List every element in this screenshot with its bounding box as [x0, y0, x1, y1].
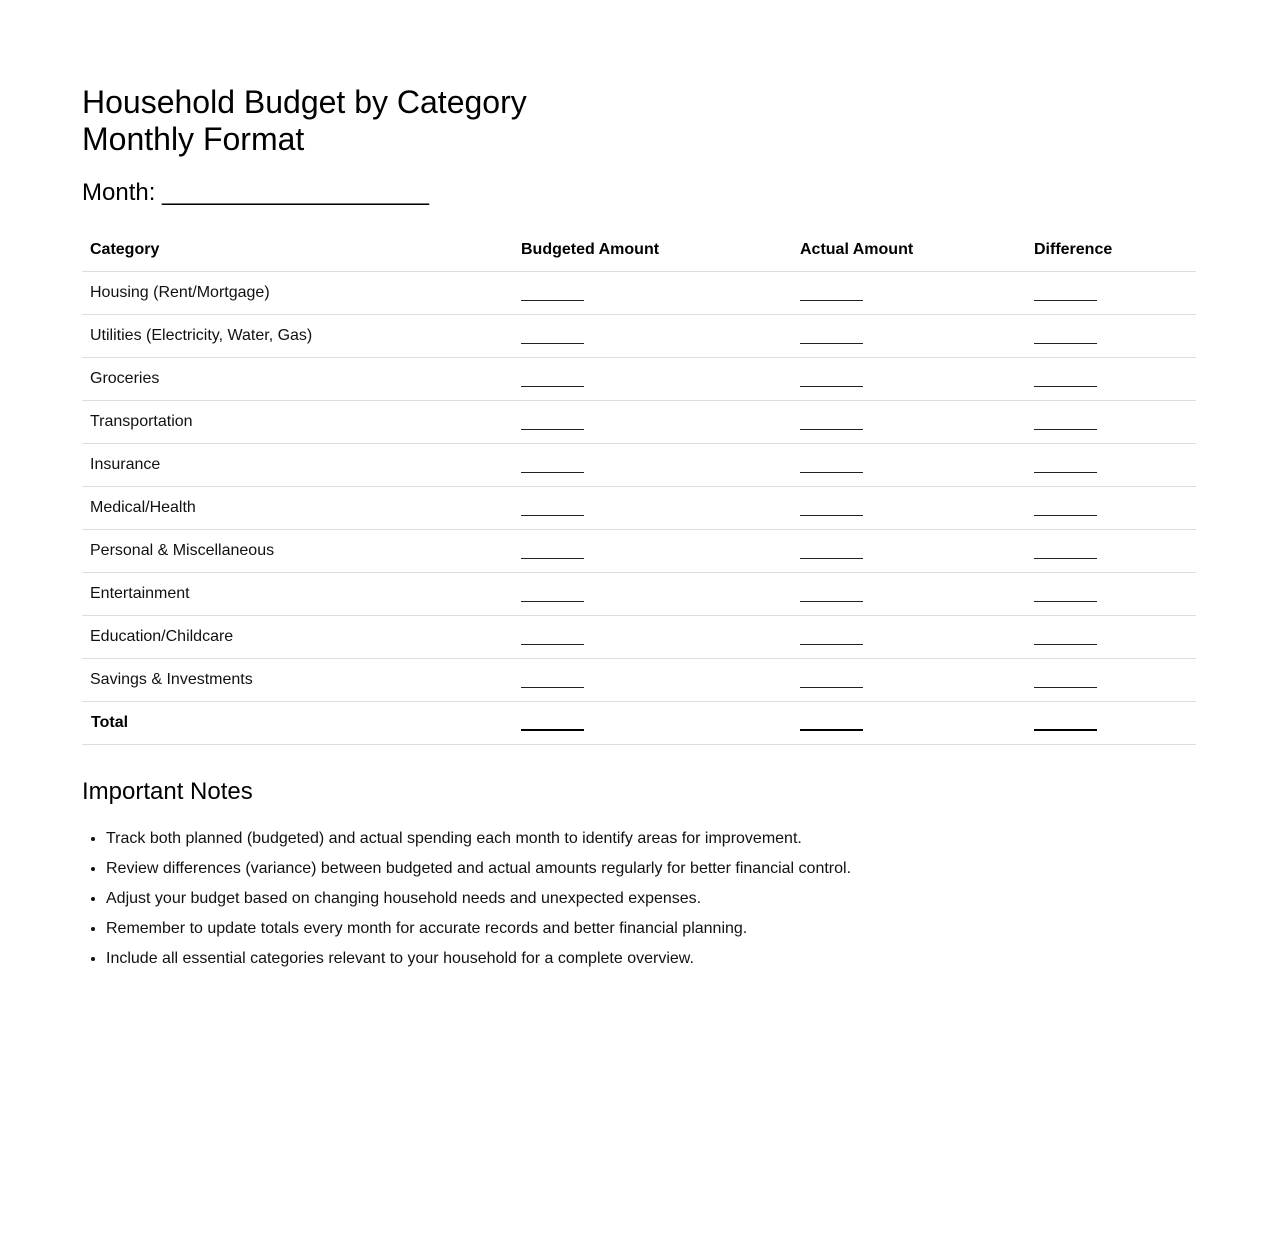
table-row: [82, 401, 1196, 444]
difference-cell: [1026, 616, 1196, 659]
budget-table: [82, 229, 1196, 745]
fill-in-blank[interactable]: [521, 333, 584, 344]
fill-in-blank[interactable]: [800, 505, 863, 516]
fill-in-blank[interactable]: [1034, 376, 1097, 387]
actual-amount-cell: [792, 401, 1026, 444]
note-item: • Track both planned (budgeted) and actual spending each month to identify areas for improvement.: [106, 824, 1196, 854]
actual-amount-cell: [792, 573, 1026, 616]
fill-in-blank[interactable]: [1034, 462, 1097, 473]
note-item: • Include all essential categories relevant to your household for a complete overview.: [106, 944, 1196, 974]
table-body: [82, 272, 1196, 745]
fill-in-blank[interactable]: [800, 677, 863, 688]
fill-in-blank[interactable]: [1034, 419, 1097, 430]
actual-amount-cell: [792, 530, 1026, 573]
note-item: • Review differences (variance) between budgeted and actual amounts regularly for better financial control.: [106, 854, 1196, 884]
fill-in-blank[interactable]: [800, 290, 863, 301]
table-row: [82, 487, 1196, 530]
fill-in-blank[interactable]: [1034, 719, 1097, 731]
fill-in-blank[interactable]: [1034, 505, 1097, 516]
month-label: Month:: [82, 179, 156, 206]
budgeted-amount-cell: [513, 401, 792, 444]
budgeted-amount-cell: [513, 573, 792, 616]
actual-amount-cell: [792, 487, 1026, 530]
actual-amount-cell: [792, 659, 1026, 702]
fill-in-blank[interactable]: [521, 719, 584, 731]
fill-in-blank[interactable]: [800, 462, 863, 473]
difference-cell: [1026, 401, 1196, 444]
table-row: [82, 358, 1196, 401]
actual-amount-cell: [792, 358, 1026, 401]
difference-cell: [1026, 487, 1196, 530]
category-cell: Housing (Rent/Mortgage): [82, 272, 513, 315]
table-row: [82, 315, 1196, 358]
title-line-2: Monthly Format: [82, 121, 305, 157]
fill-in-blank[interactable]: [1034, 634, 1097, 645]
total-label: Total: [82, 702, 513, 745]
fill-in-blank[interactable]: [521, 634, 584, 645]
fill-in-blank[interactable]: [1034, 333, 1097, 344]
note-item: • Adjust your budget based on changing household needs and unexpected expenses.: [106, 884, 1196, 914]
budgeted-amount-cell: [513, 358, 792, 401]
category-cell: Savings & Investments: [82, 659, 513, 702]
month-field: [82, 179, 1196, 207]
actual-amount-cell: [792, 315, 1026, 358]
category-cell: Education/Childcare: [82, 616, 513, 659]
table-row: [82, 444, 1196, 487]
difference-cell: [1026, 530, 1196, 573]
total-actual-cell: [792, 702, 1026, 745]
title-line-1: Household Budget by Category: [82, 84, 527, 120]
difference-cell: [1026, 659, 1196, 702]
category-cell: Personal & Miscellaneous: [82, 530, 513, 573]
total-row: [82, 702, 1196, 745]
fill-in-blank[interactable]: [521, 505, 584, 516]
table-row: [82, 573, 1196, 616]
actual-amount-cell: [792, 272, 1026, 315]
budgeted-amount-cell: [513, 487, 792, 530]
difference-cell: [1026, 444, 1196, 487]
fill-in-blank[interactable]: [1034, 290, 1097, 301]
difference-cell: [1026, 358, 1196, 401]
fill-in-blank[interactable]: [800, 333, 863, 344]
fill-in-blank[interactable]: [800, 376, 863, 387]
budgeted-amount-cell: [513, 530, 792, 573]
total-difference-cell: [1026, 702, 1196, 745]
budgeted-amount-cell: [513, 616, 792, 659]
budgeted-amount-cell: [513, 444, 792, 487]
budget-document: [82, 84, 1196, 974]
table-header-row: [82, 229, 1196, 272]
column-header-budgeted: Budgeted Amount: [513, 229, 792, 272]
budgeted-amount-cell: [513, 272, 792, 315]
column-header-actual: Actual Amount: [792, 229, 1026, 272]
month-blank-line: ____________________: [162, 179, 429, 206]
category-cell: Transportation: [82, 401, 513, 444]
fill-in-blank[interactable]: [521, 462, 584, 473]
column-header-difference: Difference: [1026, 229, 1196, 272]
difference-cell: [1026, 315, 1196, 358]
fill-in-blank[interactable]: [800, 634, 863, 645]
category-cell: Utilities (Electricity, Water, Gas): [82, 315, 513, 358]
fill-in-blank[interactable]: [800, 719, 863, 731]
total-budgeted-cell: [513, 702, 792, 745]
fill-in-blank[interactable]: [521, 677, 584, 688]
notes-heading: Important Notes: [82, 778, 253, 805]
page-title: [82, 84, 1196, 158]
fill-in-blank[interactable]: [521, 290, 584, 301]
note-item: • Remember to update totals every month for accurate records and better financial planning.: [106, 914, 1196, 944]
fill-in-blank[interactable]: [521, 376, 584, 387]
difference-cell: [1026, 272, 1196, 315]
fill-in-blank[interactable]: [521, 548, 584, 559]
category-cell: Groceries: [82, 358, 513, 401]
table-row: [82, 659, 1196, 702]
fill-in-blank[interactable]: [800, 419, 863, 430]
category-cell: Medical/Health: [82, 487, 513, 530]
budgeted-amount-cell: [513, 315, 792, 358]
fill-in-blank[interactable]: [521, 419, 584, 430]
category-cell: Entertainment: [82, 573, 513, 616]
fill-in-blank[interactable]: [1034, 677, 1097, 688]
actual-amount-cell: [792, 616, 1026, 659]
column-header-category: Category: [82, 229, 513, 272]
table-row: [82, 530, 1196, 573]
table-row: [82, 616, 1196, 659]
difference-cell: [1026, 573, 1196, 616]
category-cell: Insurance: [82, 444, 513, 487]
fill-in-blank[interactable]: [800, 591, 863, 602]
fill-in-blank[interactable]: [800, 548, 863, 559]
notes-list: [82, 824, 1196, 974]
actual-amount-cell: [792, 444, 1026, 487]
fill-in-blank[interactable]: [521, 591, 584, 602]
fill-in-blank[interactable]: [1034, 591, 1097, 602]
fill-in-blank[interactable]: [1034, 548, 1097, 559]
budgeted-amount-cell: [513, 659, 792, 702]
table-row: [82, 272, 1196, 315]
